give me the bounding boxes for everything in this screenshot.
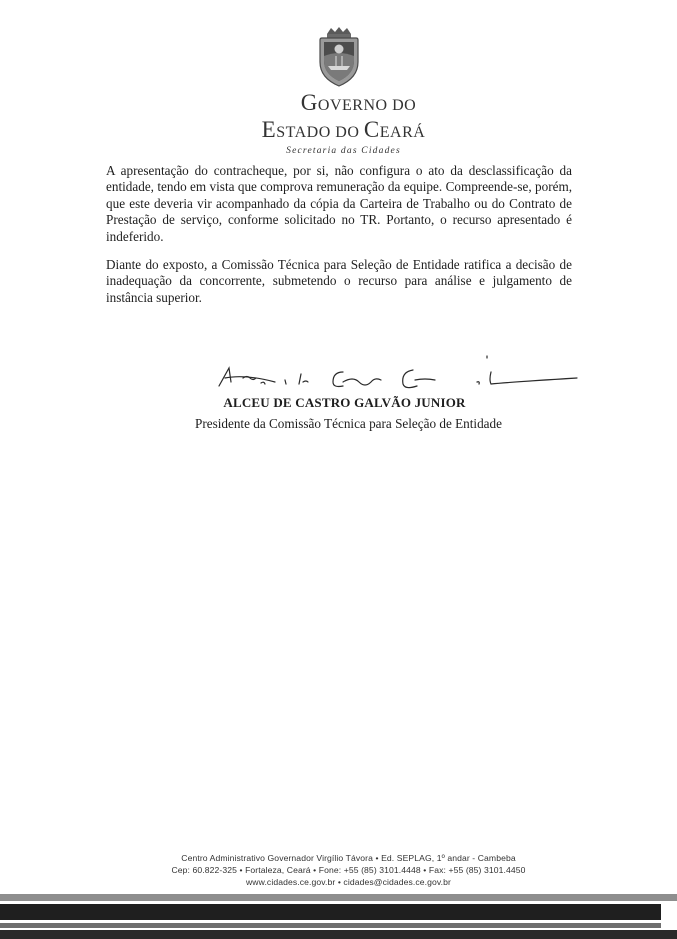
letterhead-estado: ESTADO DO CEARÁ — [261, 117, 426, 142]
document-body — [106, 163, 572, 318]
stripe — [0, 930, 677, 939]
stripe — [0, 894, 677, 901]
stripe — [0, 923, 677, 928]
footer-line: www.cidades.ce.gov.br • cidades@cidades.ce.gov.br — [246, 876, 451, 887]
stripe — [0, 904, 677, 920]
paragraph: A apresentação do contracheque, por si, não configura o ato da desclassificação da entidade, tendo em vista que comprova remuneração da equipe. Compreende-se, porém, que este deveria vir acompanhado da cópia da Carteira de Trabalho ou do Contrato de Prestação de serviço, conforme solicitado no TR. Portanto, o recurso apresentado é indeferido. — [106, 163, 572, 244]
signer-role: Presidente da Comissão Técnica para Seleção de Entidade — [195, 416, 502, 431]
footer-line: Centro Administrativo Governador Virgílio Távora • Ed. SEPLAG, 1º andar - Cambeba — [181, 853, 516, 863]
signer-name: ALCEU DE CASTRO GALVÃO JUNIOR — [223, 395, 466, 410]
letterhead-secretaria: Secretaria das Cidades — [286, 146, 401, 156]
footer-line: Cep: 60.822-325 • Fortaleza, Ceará • Fone: +55 (85) 3101.4448 • Fax: +55 (85) 3101.4450 — [171, 864, 526, 875]
handwritten-signature — [215, 352, 580, 396]
state-coat-of-arms-icon — [314, 26, 364, 88]
paragraph: Diante do exposto, a Comissão Técnica para Seleção de Entidade ratifica a decisão de inadequação da concorrente, submetendo o recurso para análise e julgamento de instância superior. — [106, 257, 572, 305]
stripe-notch — [661, 904, 677, 928]
footer-address — [0, 853, 677, 888]
letterhead-governo: GOVERNO DO — [300, 90, 417, 115]
letterhead — [0, 26, 677, 156]
footer-stripes — [0, 894, 677, 939]
